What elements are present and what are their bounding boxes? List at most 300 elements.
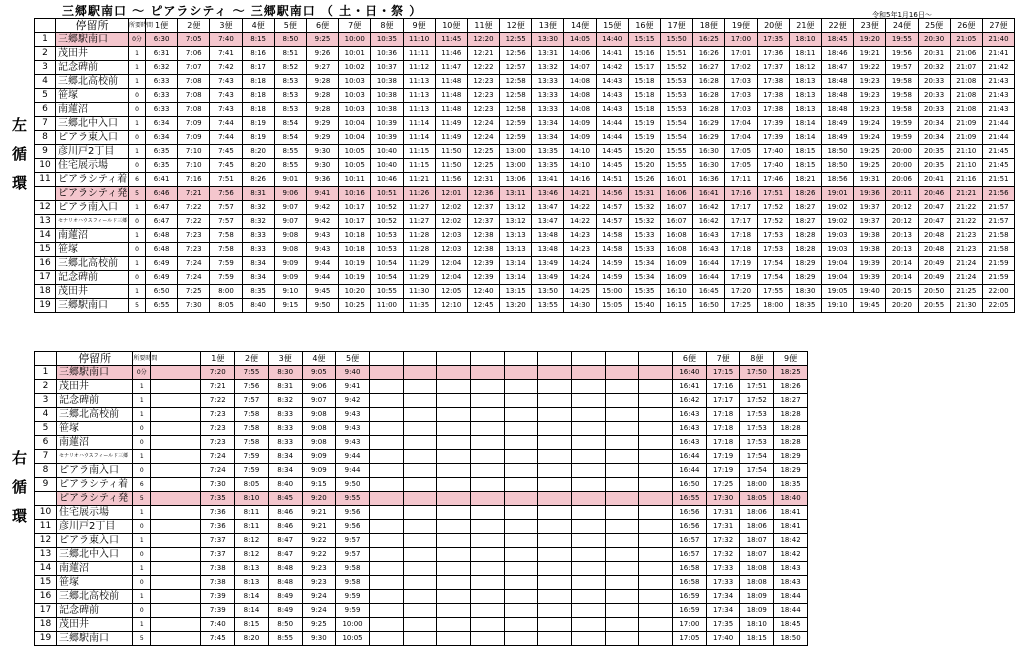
empty-cell — [605, 590, 639, 604]
empty-cell — [572, 422, 606, 436]
departure-time: 10:05 — [339, 145, 371, 159]
empty-cell — [605, 366, 639, 380]
departure-time: 20:15 — [886, 285, 918, 299]
spacer-cell — [151, 380, 201, 394]
stop-name: 笹塚 — [56, 89, 129, 103]
departure-time: 21:10 — [950, 145, 982, 159]
departure-time: 16:28 — [693, 103, 725, 117]
departure-time: 7:57 — [235, 394, 269, 408]
departure-time: 10:04 — [339, 131, 371, 145]
departure-time: 7:58 — [235, 408, 269, 422]
departure-time: 8:49 — [268, 604, 302, 618]
departure-time: 16:26 — [693, 47, 725, 61]
empty-cell — [605, 422, 639, 436]
departure-time: 8:51 — [274, 47, 306, 61]
departure-time: 8:19 — [242, 131, 274, 145]
departure-time: 12:59 — [500, 117, 532, 131]
departure-time: 18:15 — [789, 145, 821, 159]
departure-time: 14:25 — [564, 285, 596, 299]
departure-time: 18:08 — [740, 576, 774, 590]
departure-time: 13:48 — [532, 243, 564, 257]
departure-time: 17:39 — [757, 117, 789, 131]
departure-time: 16:25 — [693, 33, 725, 47]
departure-time: 18:00 — [757, 299, 789, 313]
table-row — [35, 520, 808, 534]
departure-time: 16:28 — [693, 75, 725, 89]
departure-time: 17:00 — [725, 33, 757, 47]
departure-time: 11:48 — [435, 75, 467, 89]
spacer-cell — [151, 464, 201, 478]
departure-time: 7:23 — [201, 408, 235, 422]
trip-header: 16便 — [628, 19, 660, 33]
empty-cell — [572, 352, 606, 366]
departure-time: 9:25 — [302, 618, 336, 632]
departure-time: 6:35 — [146, 145, 178, 159]
departure-time: 8:20 — [242, 145, 274, 159]
departure-time: 19:22 — [854, 61, 886, 75]
departure-time: 7:59 — [210, 271, 242, 285]
departure-time: 21:59 — [982, 257, 1014, 271]
departure-time: 17:05 — [673, 632, 707, 646]
table-row — [35, 380, 808, 394]
departure-time: 12:23 — [467, 75, 499, 89]
empty-cell — [639, 492, 673, 506]
departure-time: 15:26 — [628, 173, 660, 187]
stop-number — [35, 187, 56, 201]
departure-time: 17:38 — [757, 75, 789, 89]
departure-time: 8:34 — [268, 450, 302, 464]
departure-time: 7:58 — [235, 422, 269, 436]
departure-time: 14:44 — [596, 117, 628, 131]
departure-time: 18:28 — [774, 422, 808, 436]
stop-name: 記念碑前 — [56, 61, 129, 75]
empty-cell — [572, 604, 606, 618]
departure-time: 14:10 — [564, 145, 596, 159]
stop-name: ピアラ南入口 — [56, 201, 129, 215]
departure-time: 7:23 — [201, 436, 235, 450]
empty-cell — [437, 576, 471, 590]
stop-name: 茂田井 — [56, 285, 129, 299]
departure-time: 17:36 — [757, 47, 789, 61]
departure-time: 13:33 — [532, 89, 564, 103]
departure-time: 9:41 — [306, 187, 338, 201]
empty-cell — [639, 380, 673, 394]
departure-time: 9:57 — [336, 534, 370, 548]
travel-time: 1 — [133, 618, 151, 632]
departure-time: 21:30 — [950, 299, 982, 313]
stop-name: 南蓮沼 — [56, 103, 129, 117]
departure-time: 14:43 — [596, 89, 628, 103]
travel-time: 1 — [133, 380, 151, 394]
departure-time: 19:31 — [854, 173, 886, 187]
departure-time: 14:22 — [564, 215, 596, 229]
departure-time: 12:38 — [467, 243, 499, 257]
departure-time: 6:49 — [146, 257, 178, 271]
departure-time: 8:40 — [268, 478, 302, 492]
departure-time: 15:18 — [628, 89, 660, 103]
empty-cell — [470, 464, 504, 478]
departure-time: 18:40 — [774, 492, 808, 506]
departure-time: 7:10 — [178, 159, 210, 173]
stop-name: 三郷北高校前 — [56, 75, 129, 89]
departure-time: 9:28 — [306, 103, 338, 117]
departure-time: 20:34 — [918, 131, 950, 145]
departure-time: 17:00 — [673, 618, 707, 632]
table-row — [35, 422, 808, 436]
empty-cell — [403, 450, 437, 464]
departure-time: 18:50 — [774, 632, 808, 646]
departure-time: 15:54 — [661, 131, 693, 145]
stop-name: ピアラ東入口 — [56, 131, 129, 145]
departure-time: 16:01 — [661, 173, 693, 187]
stop-number: 1 — [35, 366, 57, 380]
spacer-cell — [151, 576, 201, 590]
stop-number: 18 — [35, 618, 57, 632]
departure-time: 17:34 — [706, 604, 740, 618]
departure-time: 17:55 — [757, 285, 789, 299]
departure-time: 9:59 — [336, 590, 370, 604]
stop-number: 9 — [35, 478, 57, 492]
stop-name: ピアラシティ着 — [56, 478, 132, 492]
departure-time: 12:31 — [467, 173, 499, 187]
departure-time: 21:56 — [982, 187, 1014, 201]
departure-time: 16:58 — [673, 562, 707, 576]
trip-header: 25便 — [918, 19, 950, 33]
empty-cell — [437, 548, 471, 562]
departure-time: 7:45 — [201, 632, 235, 646]
departure-time: 10:16 — [339, 187, 371, 201]
departure-time: 7:23 — [201, 422, 235, 436]
departure-time: 18:14 — [789, 117, 821, 131]
trip-header: 11便 — [467, 19, 499, 33]
trip-header: 9便 — [774, 352, 808, 366]
empty-cell — [639, 520, 673, 534]
departure-time: 17:40 — [757, 145, 789, 159]
departure-time: 11:46 — [435, 47, 467, 61]
departure-time: 8:33 — [242, 229, 274, 243]
departure-time: 21:43 — [982, 89, 1014, 103]
departure-time: 8:32 — [242, 201, 274, 215]
spacer-cell — [151, 422, 201, 436]
empty-cell — [538, 436, 572, 450]
stop-number: 4 — [35, 75, 56, 89]
empty-cell — [504, 632, 538, 646]
departure-time: 21:05 — [950, 33, 982, 47]
departure-time: 9:10 — [274, 285, 306, 299]
departure-time: 13:14 — [500, 257, 532, 271]
departure-time: 16:59 — [673, 590, 707, 604]
departure-time: 6:31 — [146, 47, 178, 61]
trip-header: 4便 — [302, 352, 336, 366]
table-row — [35, 61, 1015, 75]
departure-time: 19:37 — [854, 201, 886, 215]
departure-time: 7:57 — [210, 215, 242, 229]
trip-header: 18便 — [693, 19, 725, 33]
departure-time: 12:10 — [435, 299, 467, 313]
departure-time: 19:23 — [854, 103, 886, 117]
table-row — [35, 632, 808, 646]
table-row — [35, 201, 1015, 215]
empty-cell — [437, 394, 471, 408]
left-loop-timetable — [34, 18, 1015, 313]
departure-time: 21:45 — [982, 145, 1014, 159]
table-row — [35, 75, 1015, 89]
travel-time: 0 — [133, 604, 151, 618]
empty-cell — [437, 562, 471, 576]
departure-time: 7:21 — [178, 187, 210, 201]
departure-time: 9:36 — [306, 173, 338, 187]
stop-name: 三郷北中入口 — [56, 548, 132, 562]
departure-time: 17:53 — [757, 243, 789, 257]
table-row — [35, 131, 1015, 145]
travel-time: 5 — [129, 187, 146, 201]
stop-number: 7 — [35, 450, 57, 464]
departure-time: 18:28 — [774, 436, 808, 450]
departure-time: 17:52 — [757, 201, 789, 215]
departure-time: 18:41 — [774, 506, 808, 520]
stop-number: 4 — [35, 408, 57, 422]
departure-time: 10:19 — [339, 257, 371, 271]
departure-time: 20:33 — [918, 89, 950, 103]
empty-cell — [504, 604, 538, 618]
travel-time: 1 — [133, 408, 151, 422]
departure-time: 7:24 — [178, 271, 210, 285]
departure-time: 20:48 — [918, 229, 950, 243]
departure-time: 15:33 — [628, 243, 660, 257]
empty-cell — [437, 520, 471, 534]
departure-time: 8:13 — [235, 562, 269, 576]
departure-time: 8:12 — [235, 548, 269, 562]
departure-time: 20:13 — [886, 243, 918, 257]
stop-number: 15 — [35, 576, 57, 590]
empty-cell — [470, 520, 504, 534]
departure-time: 9:58 — [336, 576, 370, 590]
departure-time: 18:10 — [789, 33, 821, 47]
departure-time: 13:34 — [532, 131, 564, 145]
departure-time: 21:21 — [950, 187, 982, 201]
trip-header: 14便 — [564, 19, 596, 33]
stop-number: 8 — [35, 131, 56, 145]
departure-time: 22:00 — [982, 285, 1014, 299]
stop-name: 茂田井 — [56, 47, 129, 61]
left-loop-char: 循 — [12, 145, 28, 163]
departure-time: 11:47 — [435, 61, 467, 75]
stop-name: ピアラ東入口 — [56, 534, 132, 548]
departure-time: 9:25 — [306, 33, 338, 47]
departure-time: 7:44 — [210, 131, 242, 145]
travel-time: 1 — [129, 47, 146, 61]
stop-name: 笹塚 — [56, 243, 129, 257]
spacer-cell — [151, 604, 201, 618]
departure-time: 11:50 — [435, 145, 467, 159]
departure-time: 12:40 — [467, 285, 499, 299]
departure-time: 7:56 — [210, 187, 242, 201]
empty-cell — [572, 450, 606, 464]
departure-time: 12:37 — [467, 215, 499, 229]
departure-time: 9:30 — [302, 632, 336, 646]
departure-time: 13:41 — [532, 173, 564, 187]
spacer-cell — [151, 492, 201, 506]
stop-number: 10 — [35, 159, 56, 173]
departure-time: 18:45 — [821, 33, 853, 47]
departure-time: 18:13 — [789, 103, 821, 117]
empty-cell — [538, 380, 572, 394]
departure-time: 14:05 — [564, 33, 596, 47]
stop-name: 三郷駅南口 — [56, 299, 129, 313]
departure-time: 17:31 — [706, 520, 740, 534]
trip-header: 12便 — [500, 19, 532, 33]
departure-time: 18:15 — [789, 159, 821, 173]
spacer-cell — [151, 548, 201, 562]
stop-number: 10 — [35, 506, 57, 520]
departure-time: 11:11 — [403, 47, 435, 61]
departure-time: 11:30 — [403, 285, 435, 299]
empty-cell — [504, 422, 538, 436]
departure-time: 16:29 — [693, 117, 725, 131]
departure-time: 19:55 — [886, 33, 918, 47]
empty-cell — [605, 464, 639, 478]
departure-time: 15:40 — [628, 299, 660, 313]
departure-time: 18:09 — [740, 590, 774, 604]
departure-time: 8:05 — [235, 478, 269, 492]
departure-time: 21:10 — [950, 159, 982, 173]
table-row — [35, 562, 808, 576]
departure-time: 7:40 — [210, 33, 242, 47]
departure-time: 8:55 — [268, 632, 302, 646]
departure-time: 14:08 — [564, 89, 596, 103]
departure-time: 10:40 — [371, 159, 403, 173]
trip-header: 9便 — [403, 19, 435, 33]
departure-time: 11:35 — [403, 299, 435, 313]
trip-header: 2便 — [235, 352, 269, 366]
departure-time: 20:06 — [886, 173, 918, 187]
departure-time: 19:05 — [821, 285, 853, 299]
empty-cell — [605, 632, 639, 646]
empty-cell — [504, 380, 538, 394]
empty-cell — [470, 478, 504, 492]
travel-time: 0 — [129, 89, 146, 103]
departure-time: 17:54 — [757, 257, 789, 271]
departure-time: 9:43 — [336, 408, 370, 422]
departure-time: 9:08 — [274, 243, 306, 257]
travel-time: 1 — [129, 145, 146, 159]
departure-time: 15:17 — [628, 61, 660, 75]
departure-time: 8:12 — [235, 534, 269, 548]
departure-time: 10:37 — [371, 61, 403, 75]
departure-time: 7:51 — [210, 173, 242, 187]
departure-time: 7:45 — [210, 159, 242, 173]
departure-time: 9:43 — [336, 436, 370, 450]
departure-time: 8:33 — [268, 408, 302, 422]
travel-time: 1 — [133, 450, 151, 464]
departure-time: 19:02 — [821, 201, 853, 215]
travel-time: 0 — [129, 215, 146, 229]
departure-time: 17:18 — [706, 408, 740, 422]
trip-header: 26便 — [950, 19, 982, 33]
trip-header: 3便 — [268, 352, 302, 366]
departure-time: 17:04 — [725, 117, 757, 131]
empty-cell — [538, 548, 572, 562]
travel-time: 0 — [133, 464, 151, 478]
departure-time: 19:04 — [821, 257, 853, 271]
departure-time: 12:25 — [467, 145, 499, 159]
departure-time: 17:34 — [706, 590, 740, 604]
departure-time: 18:27 — [789, 215, 821, 229]
stop-number: 3 — [35, 394, 57, 408]
stop-name: 三郷北高校前 — [56, 408, 132, 422]
departure-time: 10:00 — [336, 618, 370, 632]
departure-time: 7:59 — [235, 464, 269, 478]
departure-time: 19:23 — [854, 89, 886, 103]
departure-time: 8:14 — [235, 590, 269, 604]
departure-time: 13:47 — [532, 215, 564, 229]
travel-time: 0 — [129, 131, 146, 145]
departure-time: 21:09 — [950, 117, 982, 131]
departure-time: 17:17 — [725, 201, 757, 215]
departure-time: 18:21 — [789, 173, 821, 187]
departure-time: 14:57 — [596, 215, 628, 229]
departure-time: 14:24 — [564, 271, 596, 285]
travel-time: 1 — [129, 75, 146, 89]
departure-time: 12:21 — [467, 47, 499, 61]
departure-time: 12:39 — [467, 257, 499, 271]
departure-time: 20:13 — [886, 229, 918, 243]
departure-time: 8:55 — [274, 145, 306, 159]
empty-cell — [504, 366, 538, 380]
spacer-cell — [151, 450, 201, 464]
empty-cell — [437, 366, 471, 380]
departure-time: 13:00 — [500, 159, 532, 173]
empty-cell — [504, 436, 538, 450]
departure-time: 8:19 — [242, 117, 274, 131]
departure-time: 15:50 — [661, 33, 693, 47]
departure-time: 19:56 — [886, 47, 918, 61]
departure-time: 13:49 — [532, 271, 564, 285]
departure-time: 16:30 — [693, 159, 725, 173]
departure-time: 18:42 — [774, 534, 808, 548]
table-row — [35, 548, 808, 562]
departure-time: 12:38 — [467, 229, 499, 243]
departure-time: 7:09 — [178, 131, 210, 145]
departure-time: 7:30 — [178, 299, 210, 313]
departure-time: 18:41 — [774, 520, 808, 534]
departure-time: 15:51 — [661, 47, 693, 61]
time-header: 所要時間 — [129, 19, 146, 33]
departure-time: 11:29 — [403, 257, 435, 271]
departure-time: 19:24 — [854, 131, 886, 145]
departure-time: 13:50 — [532, 285, 564, 299]
departure-time: 8:33 — [268, 436, 302, 450]
empty-cell — [369, 576, 403, 590]
empty-cell — [639, 464, 673, 478]
departure-time: 9:07 — [274, 201, 306, 215]
empty-cell — [605, 576, 639, 590]
empty-cell — [639, 632, 673, 646]
empty-cell — [437, 604, 471, 618]
right-loop-char: 循 — [12, 478, 28, 496]
departure-time: 9:43 — [306, 229, 338, 243]
departure-time: 13:15 — [500, 285, 532, 299]
departure-time: 10:35 — [371, 33, 403, 47]
departure-time: 8:48 — [268, 576, 302, 590]
stop-number: 19 — [35, 632, 57, 646]
departure-time: 18:50 — [821, 159, 853, 173]
departure-time: 14:23 — [564, 243, 596, 257]
departure-time: 20:33 — [918, 103, 950, 117]
departure-time: 6:35 — [146, 159, 178, 173]
departure-time: 8:48 — [268, 562, 302, 576]
empty-cell — [504, 506, 538, 520]
